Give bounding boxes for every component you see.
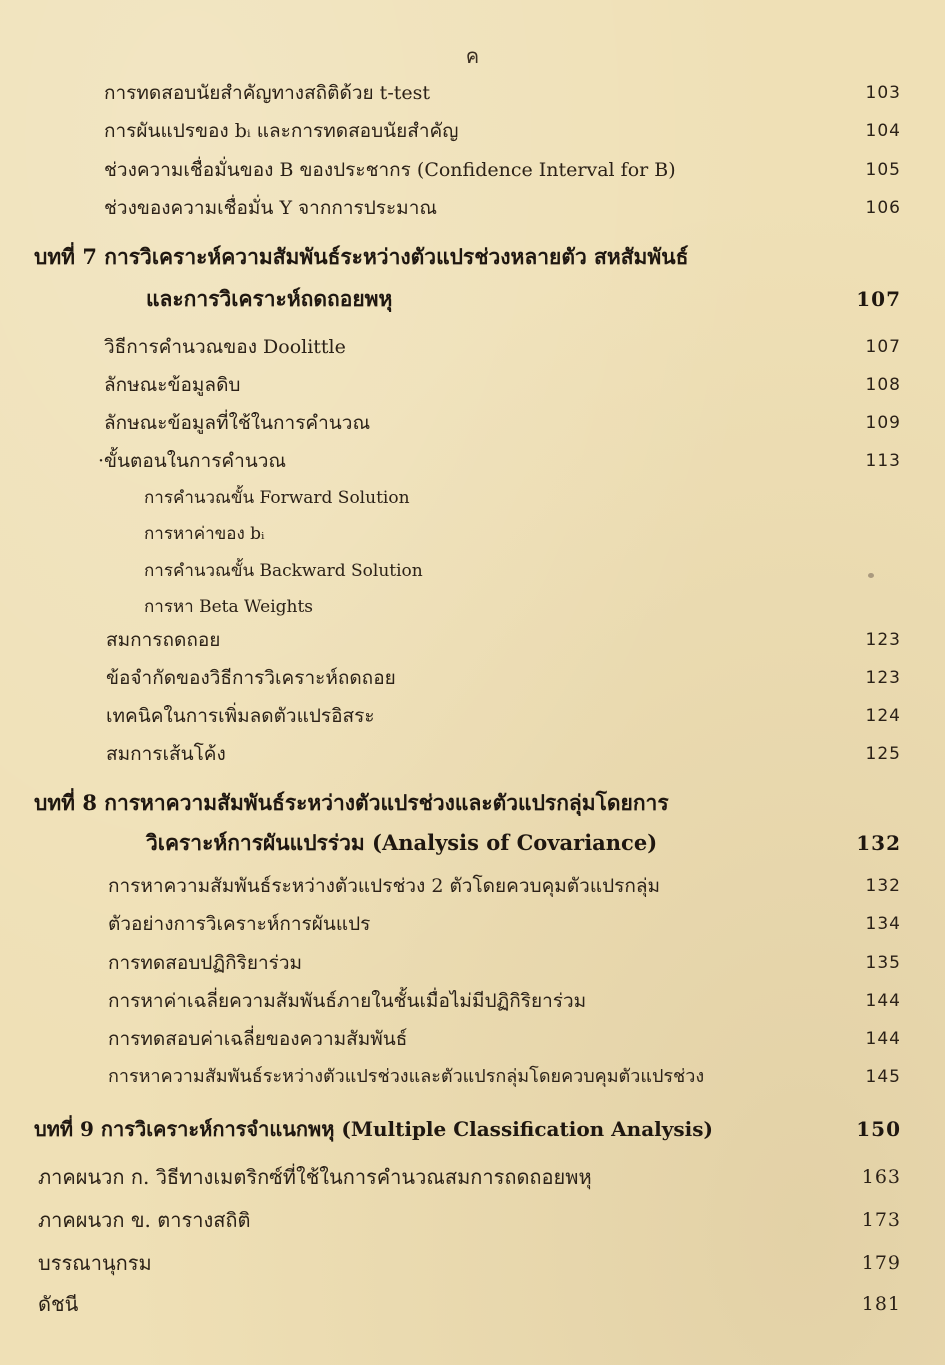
toc-entry [0,442,945,480]
entry-page: 163 [861,1166,901,1188]
entry-title: ลักษณะข้อมูลที่ใช้ในการคำนวณ [104,412,371,434]
toc-entry [0,74,945,112]
chapter-title: บทที่ 7 การวิเคราะห์ความสัมพันธ์ระหว่างตัวแปรช่วงหลายตัว สหสัมพันธ์ [34,244,689,269]
entry-title: การคำนวณขั้น Backward Solution [144,561,423,581]
page-marker: ค [465,44,480,68]
entry-page: 123 [865,630,901,650]
entry-title: ตัวอย่างการวิเคราะห์การผันแปร [108,913,371,935]
entry-title: การผันแปรของ bᵢ และการทดสอบนัยสำคัญ [104,120,459,142]
toc-entry [0,112,945,150]
toc-entry [0,404,945,442]
index-entry [0,1285,945,1323]
entry-page: 132 [865,876,901,896]
entry-page: 135 [865,953,901,973]
toc-entry [0,697,945,735]
entry-title: สมการถดถอย [106,629,221,651]
chapter-title: บทที่ 9 การวิเคราะห์การจำแนกพหุ (Multiple Classification Analysis) [34,1117,713,1141]
toc-subentry [0,479,945,517]
chapter-heading-continued [0,280,945,318]
entry-page: 105 [865,160,901,180]
entry-page: 144 [865,991,901,1011]
entry-title: การทดสอบนัยสำคัญทางสถิติด้วย t-test [104,82,431,104]
entry-title: การคำนวณขั้น Forward Solution [144,488,410,508]
entry-page: 145 [865,1067,901,1087]
entry-page: 107 [865,337,901,357]
entry-title: การทดสอบค่าเฉลี่ยของความสัมพันธ์ [108,1028,408,1050]
toc-entry [0,621,945,659]
entry-title: ดัชนี [38,1292,79,1316]
toc-subentry [0,552,945,590]
entry-page: 109 [865,413,901,433]
entry-title: ลักษณะข้อมูลดิบ [104,374,241,396]
entry-page: 123 [865,668,901,688]
entry-title: ช่วงของความเชื่อมั่น Y จากการประมาณ [104,197,438,219]
entry-title: ข้อจำกัดของวิธีการวิเคราะห์ถดถอย [106,667,396,689]
entry-title: การหาค่าของ bᵢ [144,524,265,544]
entry-title: ช่วงความเชื่อมั่นของ B ของประชากร (Confidence Interval for B) [104,159,676,181]
entry-title: เทคนิคในการเพิ่มลดตัวแปรอิสระ [106,705,375,727]
entry-page: 103 [865,83,901,103]
appendix-entry [0,1201,945,1239]
toc-entry [0,867,945,905]
entry-title: ·ขั้นตอนในการคำนวณ [98,450,287,472]
entry-page: 124 [865,706,901,726]
entry-page: 113 [865,451,901,471]
chapter-heading [0,238,945,276]
toc-entry [0,944,945,982]
chapter-title: วิเคราะห์การผันแปรร่วม (Analysis of Covariance) [146,830,658,855]
entry-title: วิธีการคำนวณของ Doolittle [104,336,346,358]
appendix-entry [0,1158,945,1196]
toc-entry [0,189,945,227]
entry-title: บรรณานุกรม [38,1251,152,1275]
entry-page: 179 [861,1252,901,1274]
toc-entry [0,1020,945,1058]
toc-entry [0,1058,945,1096]
chapter-page: 107 [856,287,901,311]
entry-title: ภาคผนวก ก. วิธีทางเมตริกซ์ที่ใช้ในการคำนวณสมการถดถอยพหุ [38,1165,592,1189]
entry-page: 104 [865,121,901,141]
entry-title: การหา Beta Weights [144,597,314,617]
chapter-heading [0,784,945,822]
toc-entry [0,151,945,189]
entry-page: 106 [865,198,901,218]
toc-entry [0,905,945,943]
entry-title: การหาค่าเฉลี่ยความสัมพันธ์ภายในชั้นเมื่อไม่มีปฏิกิริยาร่วม [108,990,587,1012]
entry-page: 125 [865,744,901,764]
entry-page: 173 [861,1209,901,1231]
toc-entry [0,735,945,773]
toc-entry [0,659,945,697]
chapter-page: 132 [856,831,901,855]
toc-entry [0,982,945,1020]
chapter-page: 150 [856,1117,901,1141]
chapter-heading-continued [0,824,945,862]
toc-entry [0,366,945,404]
toc-subentry [0,515,945,553]
entry-title: การหาความสัมพันธ์ระหว่างตัวแปรช่วง 2 ตัวโดยควบคุมตัวแปรกลุ่ม [108,875,661,897]
entry-title: การหาความสัมพันธ์ระหว่างตัวแปรช่วงและตัวแปรกลุ่มโดยควบคุมตัวแปรช่วง [108,1066,705,1087]
chapter-heading [0,1110,945,1148]
bibliography-entry [0,1244,945,1282]
entry-title: การทดสอบปฏิกิริยาร่วม [108,952,303,974]
entry-page: 181 [861,1293,901,1315]
entry-page: 144 [865,1029,901,1049]
ink-spot [868,573,874,578]
toc-entry [0,328,945,366]
chapter-title: บทที่ 8 การหาความสัมพันธ์ระหว่างตัวแปรช่วงและตัวแปรกลุ่มโดยการ [34,790,669,815]
chapter-title: และการวิเคราะห์ถดถอยพหุ [146,286,393,311]
entry-title: ภาคผนวก ข. ตารางสถิติ [38,1208,251,1232]
entry-title: สมการเส้นโค้ง [106,743,226,765]
entry-page: 134 [865,914,901,934]
entry-page: 108 [865,375,901,395]
